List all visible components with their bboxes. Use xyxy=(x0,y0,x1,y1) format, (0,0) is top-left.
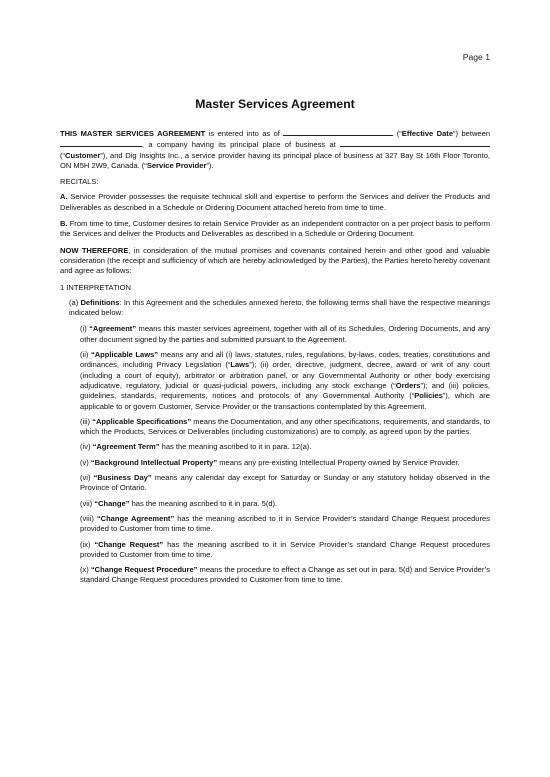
definition-change-request-procedure: (x) “Change Request Procedure” means the procedure to effect a Change as set out in para. 5(d) and Service Provider’s standard Change Request procedures provided to Customer from time to time. xyxy=(80,565,490,585)
recital-b: B. From time to time, Customer desires to retain Service Provider as an independent contractor on a per project basis to perform the Services and deliver the Products and Deliverables as described in a Schedule or Ordering Document. xyxy=(60,219,490,239)
definition-change: (vii) “Change” has the meaning ascribed to it in para. 5(d). xyxy=(80,498,278,508)
customer-name-blank[interactable] xyxy=(60,139,142,147)
definition-applicable-specifications: (iii) “Applicable Specifications” means the Documentation, and any other specifications, requirements, and standards, to which the Products, Services or Deliverables (including customizations) are to comply, as agreed upon by the parties. xyxy=(80,416,490,437)
customer-address-blank[interactable] xyxy=(340,139,490,147)
definition-background-ip: (v) “Background Intellectual Property” means any pre-existing Intellectual Property owned by Service Provider. xyxy=(80,457,460,467)
customer-term: Customer xyxy=(65,150,101,160)
recitals-heading: RECITALS: xyxy=(60,177,99,187)
section-heading-interpretation: 1 INTERPRETATION xyxy=(60,282,132,292)
preamble-paragraph: THIS MASTER SERVICES AGREEMENT is entered into as of (“Effective Date”) between , a company having its principal place of business at (“Customer”), and Dig Insights Inc., a service provider having its principal place of business at 327 Bay St 16th Floor Toronto, ON M5H 2W9, Canada. (“Service Provider”). xyxy=(60,129,491,170)
definitions-intro: (a) Definitions: In this Agreement and the schedules annexed hereto, the following terms shall have the respective meanings indicated below: xyxy=(69,297,490,318)
effective-date-blank[interactable] xyxy=(283,128,393,136)
page-number: Page 1 xyxy=(462,52,490,62)
now-therefore-paragraph: NOW THEREFORE, in consideration of the mutual promises and covenants contained herein and other good and valuable consideration (the receipt and sufficiency of which are hereby acknowledged by the Parties), the Parties hereto hereby covenant and agree as follows: xyxy=(60,245,490,276)
definition-business-day: (vi) “Business Day” means any calendar day except for Saturday or Sunday or any statutory holiday observed in the Province of Ontario. xyxy=(80,473,491,493)
definition-change-request: (ix) “Change Request” has the meaning ascribed to it in Service Provider’s standard Change Request procedures provided to Customer from time to time. xyxy=(80,539,490,559)
effective-date-term: Effective Date xyxy=(401,129,454,138)
definition-agreement: (i) “Agreement” means this master services agreement, together with all of its Schedules, Ordering Documents, and any other document signed by the parties and submitted pursuant to the Agreement. xyxy=(80,324,490,344)
preamble-lead: THIS MASTER SERVICES AGREEMENT xyxy=(60,129,206,138)
service-provider-term: Service Provider xyxy=(146,160,207,170)
definition-applicable-laws: (ii) “Applicable Laws” means any and all (i) laws, statutes, rules, regulations, by-laws, codes, treaties, constitutions and ordinances, including Privacy Legislation (“Laws”); (ii) order, directive, judgment, decree, award or writ of any court (including a court of equity), arbitrator or arbitration panel, or any Governmental Authority or other body exercising adjudicative, regulatory, judicial or quasi-judicial powers, including any stock exchange (“Orders”); and (iii) policies, guidelines, standards, requirements, notices and protocols of any Governmental Authority (“Policies”), which are applicable to or govern Customer, Service Provider or the transactions contemplated by this Agreement. xyxy=(80,350,491,411)
document-body xyxy=(60,128,490,591)
definition-change-agreement: (viii) “Change Agreement” has the meaning ascribed to it in Service Provider’s standard Change Request procedures provided to Customer from time to time. xyxy=(80,513,490,534)
document-title: Master Services Agreement xyxy=(195,97,355,111)
recital-a: A. Service Provider possesses the requisite technical skill and expertise to perform the Services and deliver the Products and Deliverables as described in a Schedule or Ordering Document attached hereto from time to time. xyxy=(60,192,490,212)
definition-agreement-term: (iv) “Agreement Term” has the meaning ascribed to it in para. 12(a). xyxy=(80,442,312,452)
